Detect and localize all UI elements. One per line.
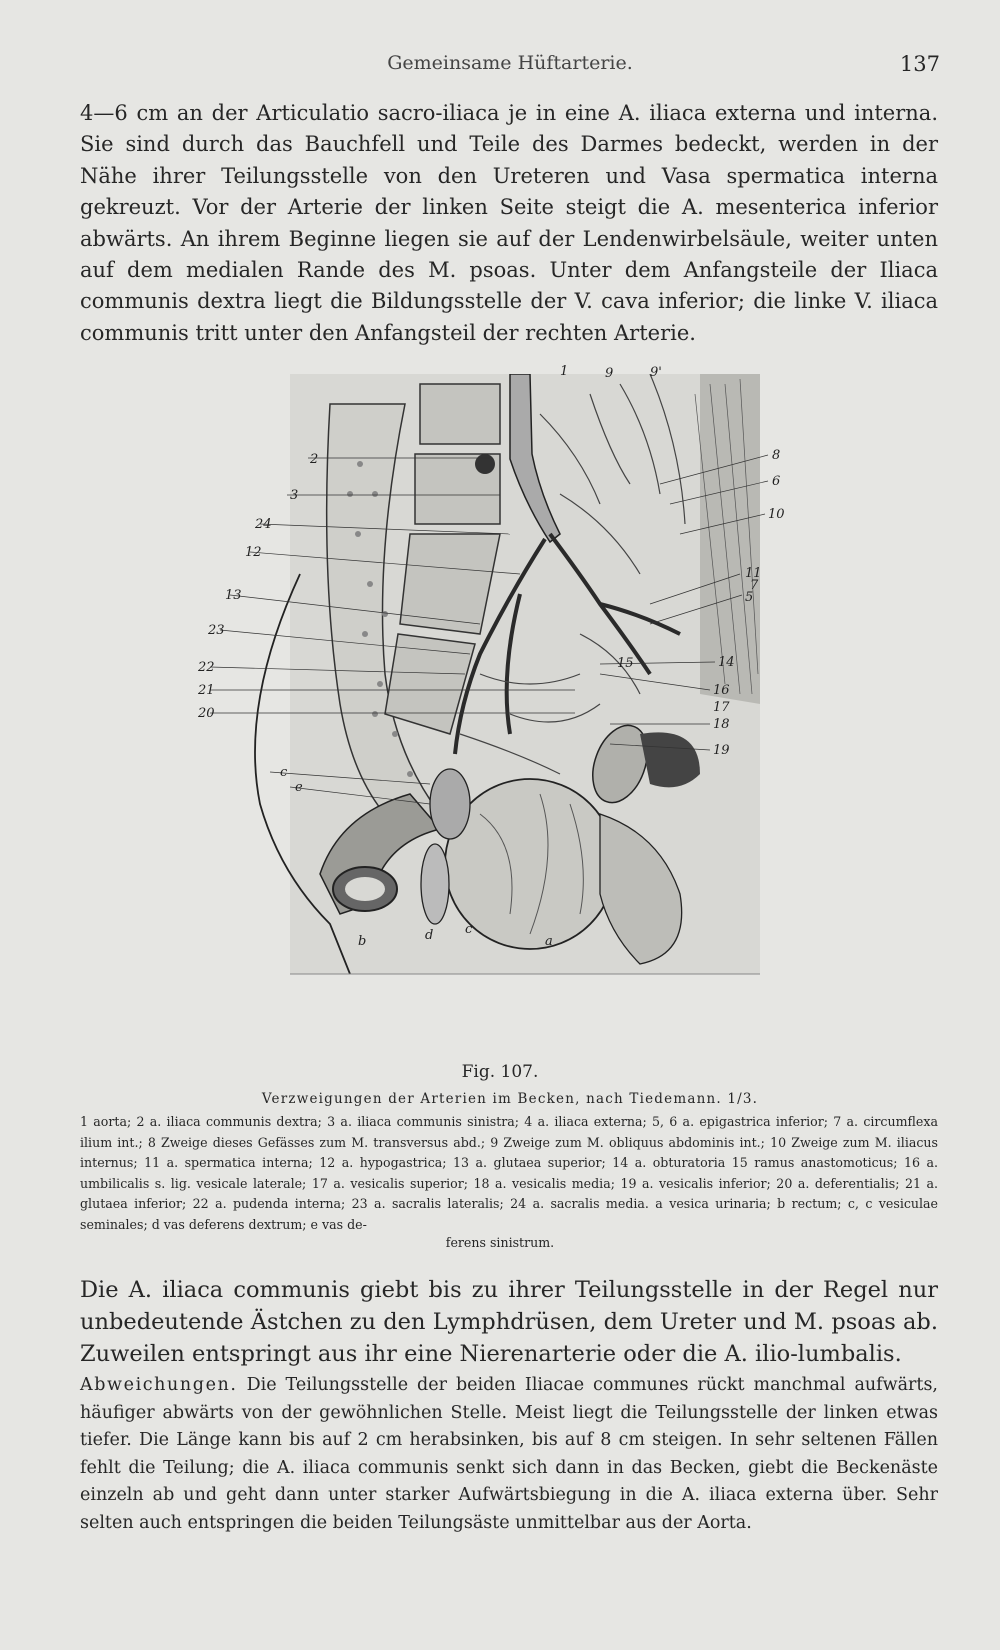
page-header [80, 52, 940, 82]
figure-label-11: 11 [745, 566, 762, 581]
figure-label-d: d [425, 928, 434, 943]
figure-label-17: 17 [713, 700, 730, 715]
figure-label-6: 6 [772, 474, 781, 489]
paragraph-variations [80, 1372, 938, 1537]
figure-label-b: b [358, 934, 367, 949]
figure-label-18: 18 [713, 717, 730, 732]
caption-scale: 1/3. [721, 1091, 759, 1107]
figure-label-c-left: c [280, 765, 288, 780]
variations-heading: Abweichungen. [80, 1375, 238, 1395]
figure-label-20: 20 [198, 706, 215, 721]
figure-label-8: 8 [772, 448, 781, 463]
figure-legend-end: ferens sinistrum. [445, 1235, 555, 1250]
figure-label-10: 10 [768, 507, 785, 522]
paragraph-intro: 4—6 cm an der Articulatio sacro-iliaca je in eine A. iliaca externa und interna. Sie sind durch das Bauchfell und Teile des Darmes bedeckt, werden in der Nähe ihrer Teilungsstelle von den Ureteren und Vasa spermatica interna gekreuzt. Vor der Arterie der linken Seite steigt die A. mesenterica inferior abwärts. An ihrem Beginne liegen sie auf der Lendenwirbelsäule, weiter unten auf dem medialen Rande des M. psoas. Unter dem Anfangsteile der Iliaca communis dextra liegt die Bildungsstelle der V. cava inferior; die linke V. iliaca communis tritt unter den Anfangsteil der rechten Arterie. [80, 101, 938, 345]
figure-label-9-prime: 9' [650, 365, 662, 380]
figure-label-19: 19 [713, 743, 730, 758]
paragraph-branches: Die A. iliaca communis giebt bis zu ihrer Teilungsstelle in der Regel nur unbedeutende Ästchen zu den Lymphdrüsen, dem Ureter und M. psoas ab. Zuweilen entspringt aus ihr eine Nierenarterie oder die A. ilio-lumbalis. [80, 1277, 938, 1367]
figure-label-3: 3 [290, 488, 299, 503]
figure-label-14: 14 [718, 655, 735, 670]
caption-author: Tiedemann. [629, 1091, 722, 1107]
running-title: Gemeinsame Hüftarterie. [387, 52, 633, 74]
figure-label-15: 15 [617, 656, 634, 671]
caption-rest: nach [580, 1091, 630, 1107]
figure-number: Fig. 107. [461, 1062, 539, 1082]
figure-label-7: 7 [750, 578, 759, 593]
figure-label-1: 1 [560, 364, 569, 379]
figure-caption-title [80, 1091, 940, 1107]
caption-spaced: Verzweigungen der Arterien im Becken, [261, 1091, 581, 1107]
anatomical-figure [180, 364, 820, 1034]
figure-label-5: 5 [745, 590, 754, 605]
figure-label-e: e [295, 780, 303, 795]
figure-label-a: a [545, 934, 553, 949]
page-number: 137 [899, 52, 940, 76]
figure-label-21: 21 [198, 683, 215, 698]
figure-label-16: 16 [713, 683, 730, 698]
figure-label-13: 13 [225, 588, 242, 603]
variations-text: Die Teilungsstelle der beiden Iliacae communes rückt manchmal aufwärts, häufiger abwärts von der gewöhnlichen Stelle. Meist liegt die Teilungsstelle der linken etwas tiefer. Die Länge kann bis auf 2 cm herabsinken, bis auf 8 cm steigen. In sehr seltenen Fällen fehlt die Teilung; die A. iliaca communis senkt sich dann in das Becken, giebt die Beckenäste einzeln ab und geht dann unter starker Aufwärtsbiegung in die A. iliaca externa über. Sehr selten auch entspringen die beiden Teilungsäste unmittelbar aus der Aorta. [80, 1375, 938, 1533]
figure-label-23: 23 [208, 623, 225, 638]
figure-label-22: 22 [198, 660, 215, 675]
figure-label-24: 24 [255, 517, 272, 532]
figure-label-c-bottom: c [465, 922, 473, 937]
figure-label-12: 12 [245, 545, 262, 560]
figure-label-2: 2 [310, 452, 319, 467]
figure-legend: 1 aorta; 2 a. iliaca communis dextra; 3 a. iliaca communis sinistra; 4 a. iliaca externa; 5, 6 a. epigastrica inferior; 7 a. circumflexa ilium int.; 8 Zweige dieses Gefässes zum M. transversus abd.; 9 Zweige zum M. obliquus abdominis int.; 10 Zweige zum M. iliacus internus; 11 a. spermatica interna; 12 a. hypogastrica; 13 a. glutaea superior; 14 a. obturatoria 15 ramus anastomoticus; 16 a. umbilicalis s. lig. vesicale laterale; 17 a. vesicalis superior; 18 a. vesicalis media; 19 a. vesicalis inferior; 20 a. deferentialis; 21 a. glutaea inferior; 22 a. pudenda interna; 23 a. sacralis lateralis; 24 a. sacralis media. a vesica urinaria; b rectum; c, c vesiculae seminales; d vas deferens dextrum; e vas de- [80, 1114, 938, 1232]
figure-label-9: 9 [605, 366, 614, 381]
